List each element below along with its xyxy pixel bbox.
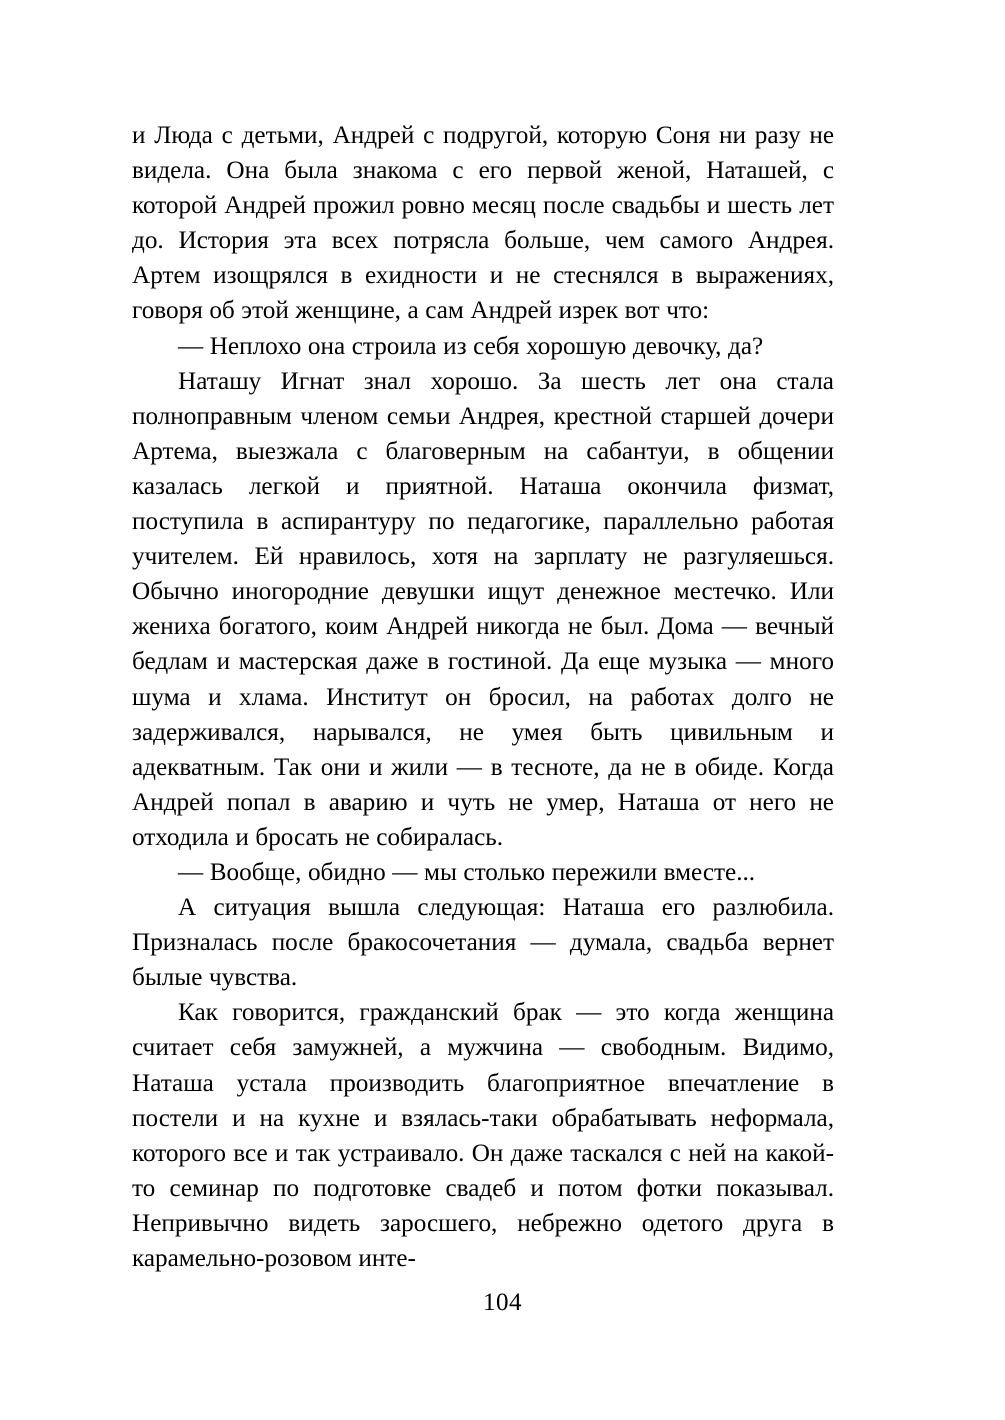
page-text-block (132, 118, 834, 1276)
paragraph: — Неплохо она строила из себя хорошую девочку, да? (178, 332, 764, 360)
paragraph: и Люда с детьми, Андрей с подругой, которую Соня ни разу не видела. Она была знакома с его первой женой, Наташей, с которой Андрей прожил ровно месяц после свадьбы и шесть лет до. История эта всех потрясла больше, чем самого Андрея. Артем изощрялся в ехидности и не стеснялся в выражениях, говоря об этой женщине, а сам Андрей изрек вот что: (132, 122, 834, 325)
paragraph: — Вообще, обидно — мы столько пережили вместе... (178, 858, 756, 886)
paragraph: Как говорится, гражданский брак — это когда женщина считает себя замужней, а мужчина — свободным. Видимо, Наташа устала производить благоприятное впечатление в постели и на кухне и взялась-таки обрабатывать неформала, которого все и так устраивало. Он даже таскался с ней на какой-то семинар по подготовке свадеб и потом фотки показывал. Непривычно видеть заросшего, небрежно одетого друга в карамельно-розовом инте- (132, 999, 834, 1272)
paragraph: Наташу Игнат знал хорошо. За шесть лет она стала полноправным членом семьи Андрея, крестной старшей дочери Артема, выезжала с благоверным на сабантуи, в общении казалась легкой и приятной. Наташа окончила физмат, поступила в аспирантуру по педагогике, параллельно работая учителем. Ей нравилось, хотя на зарплату не разгуляешься. Обычно иногородние девушки ищут денежное местечко. Или жениха богатого, коим Андрей никогда не был. Дома — вечный бедлам и мастерская даже в гостиной. Да еще музыка — много шума и хлама. Институт он бросил, на работах долго не задерживался, нарывался, не умея быть цивильным и адекватным. Так они и жили — в тесноте, да не в обиде. Когда Андрей попал в аварию и чуть не умер, Наташа от него не отходила и бросать не собиралась. (132, 367, 834, 851)
page-number: 104 (483, 1289, 522, 1316)
paragraph: А ситуация вышла следующая: Наташа его разлюбила. Призналась после бракосочетания — думала, свадьба вернет былые чувства. (132, 894, 834, 992)
